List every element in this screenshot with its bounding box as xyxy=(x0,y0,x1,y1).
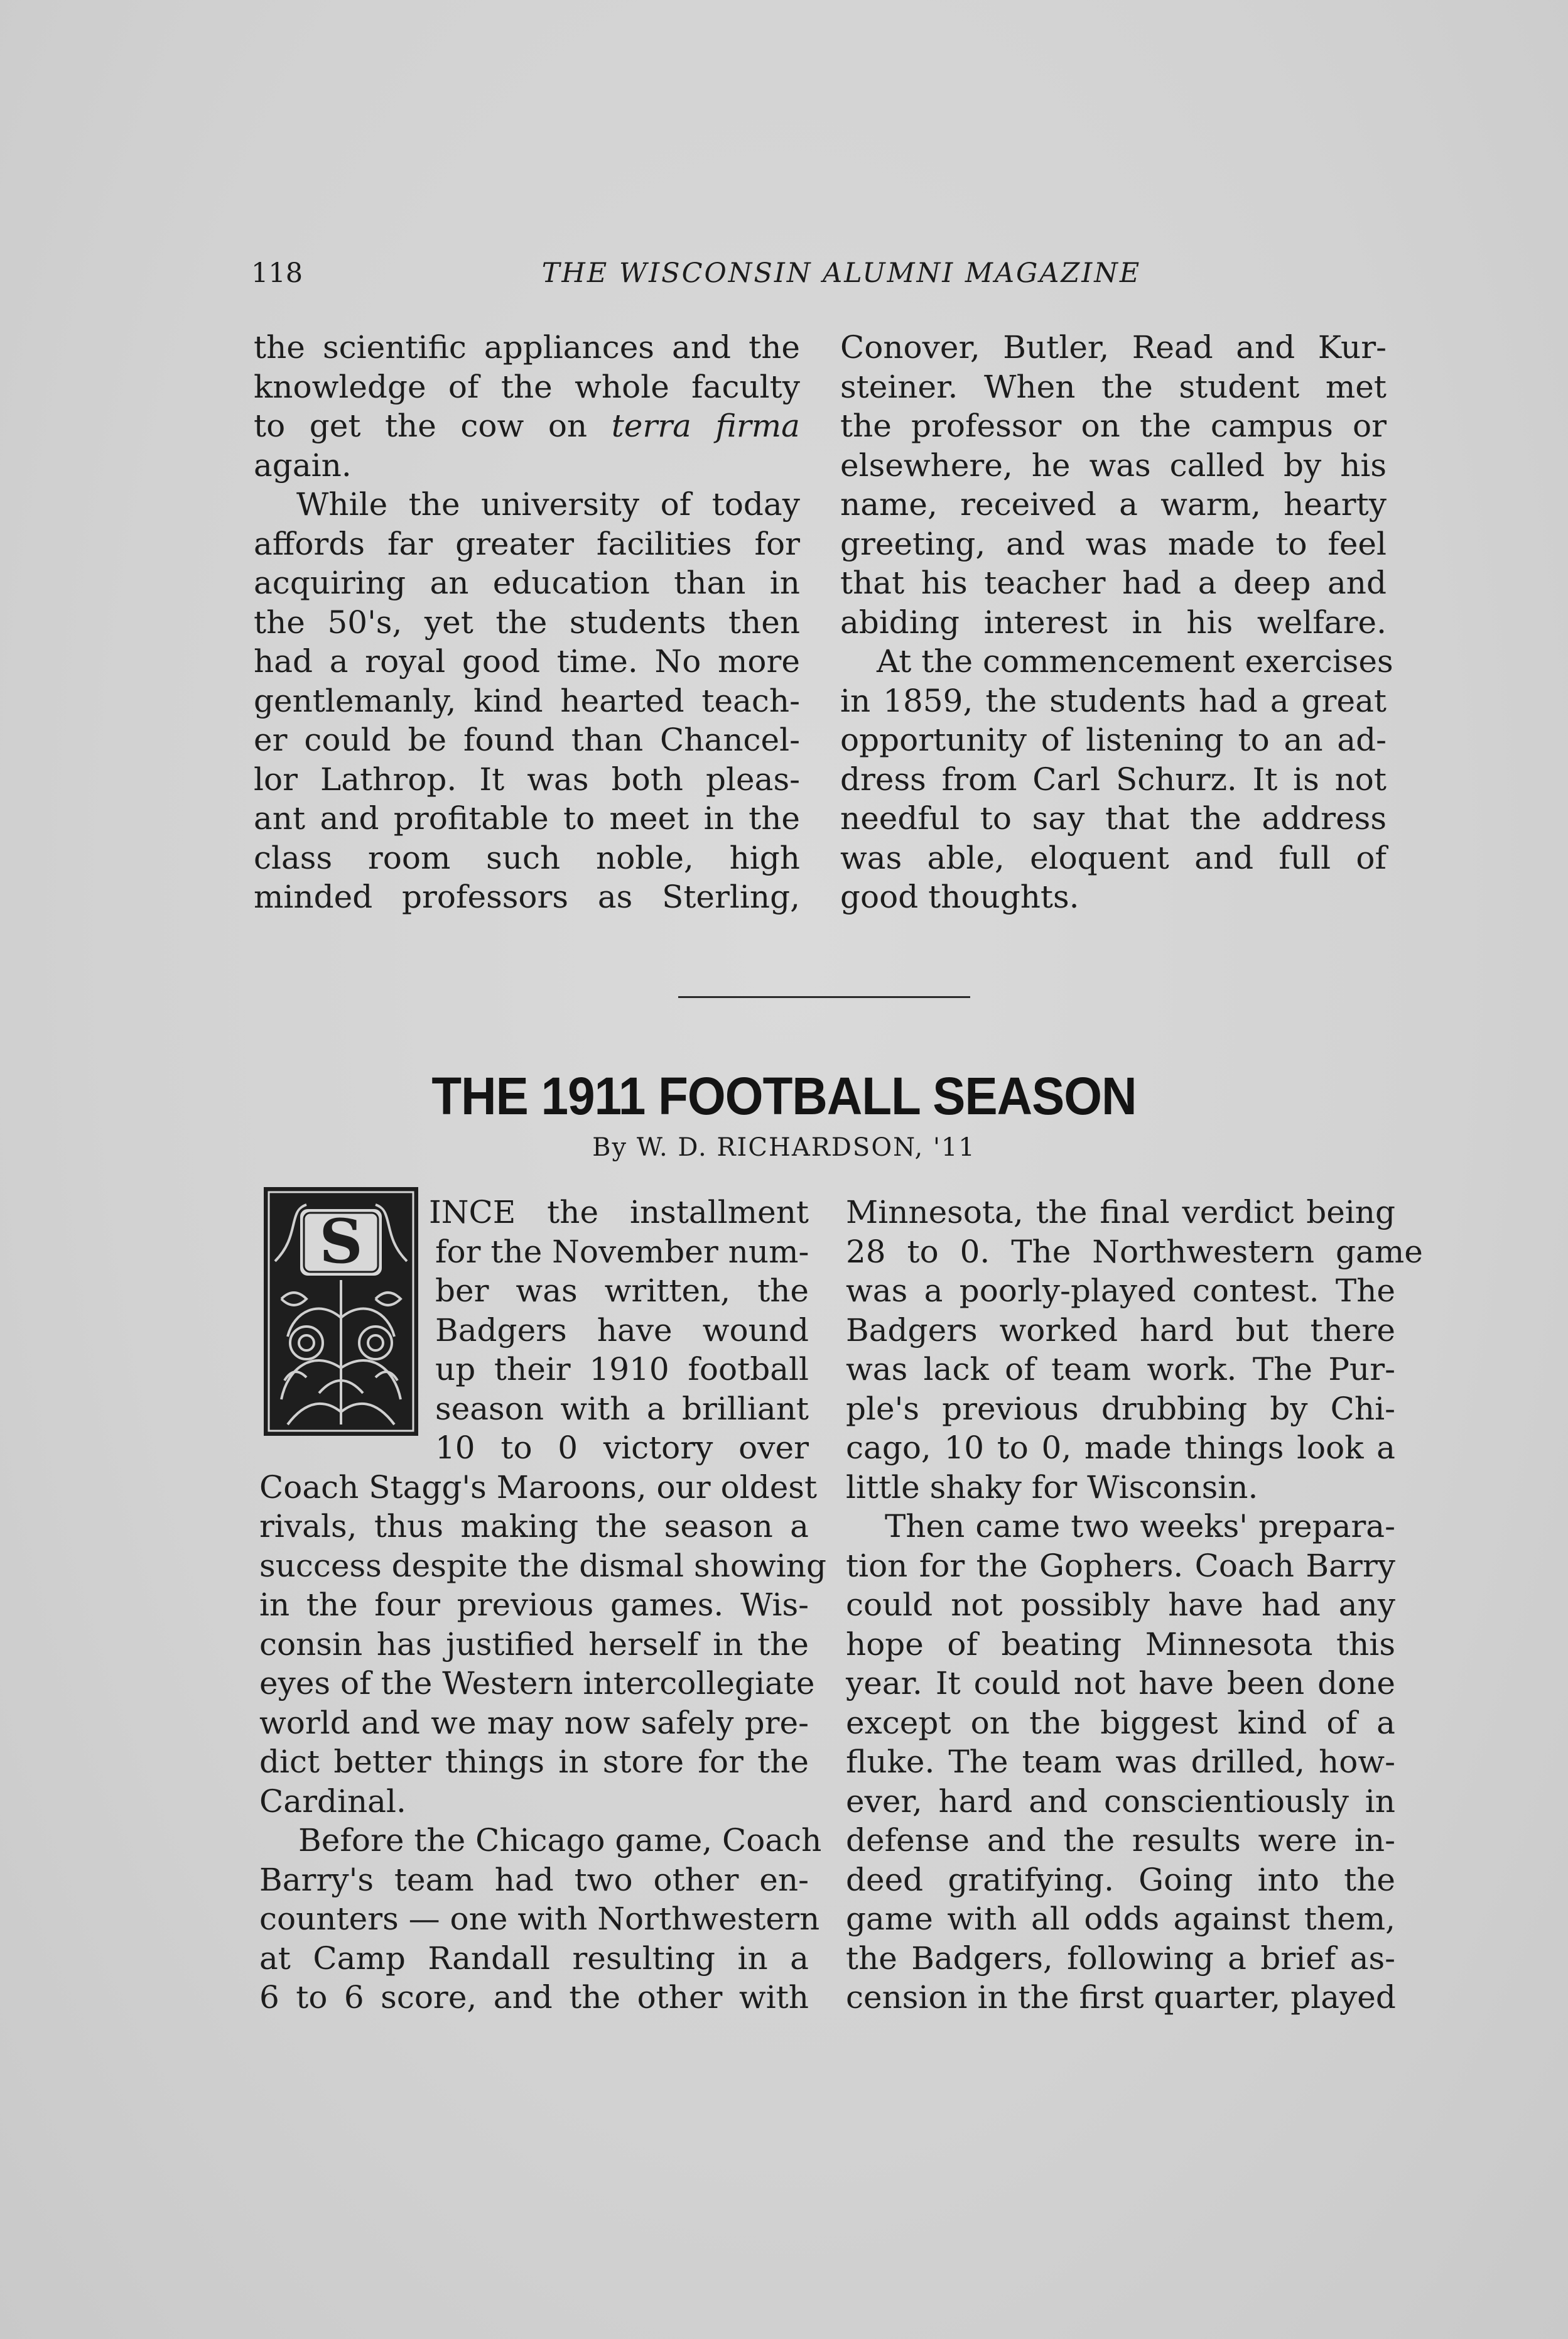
text-line: Cardinal. xyxy=(259,1783,406,1820)
text-line: the 50's, yet the students then xyxy=(254,604,800,641)
text-line: the professor on the campus or xyxy=(840,408,1387,444)
article-right-column xyxy=(846,1193,1423,2017)
text-line: success despite the dismal showing xyxy=(259,1547,827,1584)
text-line: elsewhere, he was called by his xyxy=(840,447,1387,484)
text-line: for the November num- xyxy=(435,1233,809,1270)
text-line: hope of beating Minnesota this xyxy=(846,1625,1395,1663)
section-divider xyxy=(678,996,970,998)
text-line: affords far greater facilities for xyxy=(254,525,800,562)
text-line: in 1859, the students had a great xyxy=(840,682,1387,719)
text-line: the scientific appliances and the xyxy=(254,329,800,366)
article-left-column xyxy=(259,1193,827,2017)
text-line: little shaky for Wisconsin. xyxy=(846,1468,1258,1506)
text-line: gentlemanly, kind hearted teach- xyxy=(254,682,800,719)
text-line: at Camp Randall resulting in a xyxy=(259,1940,809,1977)
text-line: except on the biggest kind of a xyxy=(846,1704,1395,1741)
text-line xyxy=(254,406,800,446)
text-line: could not possibly have had any xyxy=(846,1587,1395,1623)
text-line: minded professors as Sterling, xyxy=(254,879,800,915)
previous-article-left-column xyxy=(254,328,800,917)
text-line: was a poorly-played contest. The xyxy=(846,1273,1395,1309)
text-line: cension in the first quarter, played xyxy=(846,1979,1396,2016)
text-line: knowledge of the whole faculty xyxy=(254,368,800,405)
previous-article-right-column xyxy=(840,328,1393,917)
text-line: While the university of today xyxy=(296,486,800,523)
text-line: ever, hard and conscientiously in xyxy=(846,1783,1395,1820)
italic-text-line: to get the cow on terra firma xyxy=(254,408,800,444)
text-line: er could be found than Chancel- xyxy=(254,722,800,758)
text-line: Badgers have wound xyxy=(435,1311,809,1349)
drop-cap-letter: S xyxy=(319,1206,363,1277)
magazine-title: THE WISCONSIN ALUMNI MAGAZINE xyxy=(541,258,1142,289)
text-line: dress from Carl Schurz. It is not xyxy=(840,761,1387,798)
text-line: ple's previous drubbing by Chi- xyxy=(846,1390,1395,1427)
text-line: ber was written, the xyxy=(435,1273,809,1309)
text-line: abiding interest in his welfare. xyxy=(840,604,1387,641)
text-line: greeting, and was made to feel xyxy=(840,525,1387,562)
text-line: good thoughts. xyxy=(840,879,1079,915)
text-line: At the commencement exercises xyxy=(877,643,1393,680)
text-line: INCE the installment xyxy=(429,1194,809,1230)
text-line: needful to say that the address xyxy=(840,800,1387,837)
text-line: year. It could not have been done xyxy=(846,1665,1395,1701)
text-line: had a royal good time. No more xyxy=(254,643,800,680)
text-line: tion for the Gophers. Coach Barry xyxy=(846,1547,1395,1584)
running-head xyxy=(251,254,1394,292)
text-line: deed gratifying. Going into the xyxy=(846,1861,1395,1898)
text-line: name, received a warm, hearty xyxy=(840,486,1387,523)
text-line: world and we may now safely pre- xyxy=(259,1704,809,1741)
text-line: ant and profitable to meet in the xyxy=(254,800,800,837)
text-line: class room such noble, high xyxy=(254,839,800,876)
text-line: the Badgers, following a brief as- xyxy=(846,1940,1395,1977)
text-line: 10 to 0 victory over xyxy=(435,1430,809,1466)
text-line: season with a brilliant xyxy=(435,1390,809,1427)
text-line: Minnesota, the final verdict being xyxy=(846,1194,1395,1230)
text-line: acquiring an education than in xyxy=(254,565,800,601)
text-line: steiner. When the student met xyxy=(840,368,1387,405)
text-line: up their 1910 football xyxy=(435,1351,809,1387)
text-line: consin has justified herself in the xyxy=(259,1625,809,1663)
text-line: rivals, thus making the season a xyxy=(259,1508,809,1544)
text-line: lor Lathrop. It was both pleas- xyxy=(254,761,800,798)
text-line: fluke. The team was drilled, how- xyxy=(846,1744,1395,1780)
text-line: was lack of team work. The Pur- xyxy=(846,1351,1395,1387)
text-line: Coach Stagg's Maroons, our oldest xyxy=(259,1468,818,1506)
text-line: again. xyxy=(254,447,352,484)
text-line: dict better things in store for the xyxy=(259,1744,809,1780)
page-number: 118 xyxy=(251,258,303,289)
text-line: Conover, Butler, Read and Kur- xyxy=(840,329,1387,366)
article-title: THE 1911 FOOTBALL SEASON xyxy=(431,1066,1137,1126)
text-line: in the four previous games. Wis- xyxy=(259,1587,809,1623)
text-line: 28 to 0. The Northwestern game xyxy=(846,1233,1423,1270)
text-line: eyes of the Western intercollegiate xyxy=(259,1665,815,1701)
text-line: cago, 10 to 0, made things look a xyxy=(846,1430,1395,1466)
text-line: that his teacher had a deep and xyxy=(840,565,1387,601)
article-byline: By W. D. RICHARDSON, '11 xyxy=(592,1133,976,1162)
text-line: Before the Chicago game, Coach xyxy=(298,1822,822,1859)
text-line: Then came two weeks' prepara- xyxy=(885,1508,1395,1544)
text-line: opportunity of listening to an ad- xyxy=(840,722,1387,758)
text-line: defense and the results were in- xyxy=(846,1822,1395,1859)
text-line: game with all odds against them, xyxy=(846,1901,1395,1937)
text-line: was able, eloquent and full of xyxy=(840,839,1387,876)
text-line: counters — one with Northwestern xyxy=(259,1901,820,1937)
text-line: Barry's team had two other en- xyxy=(259,1861,809,1898)
text-line: Badgers worked hard but there xyxy=(846,1311,1395,1349)
text-line: 6 to 6 score, and the other with xyxy=(259,1979,809,2016)
